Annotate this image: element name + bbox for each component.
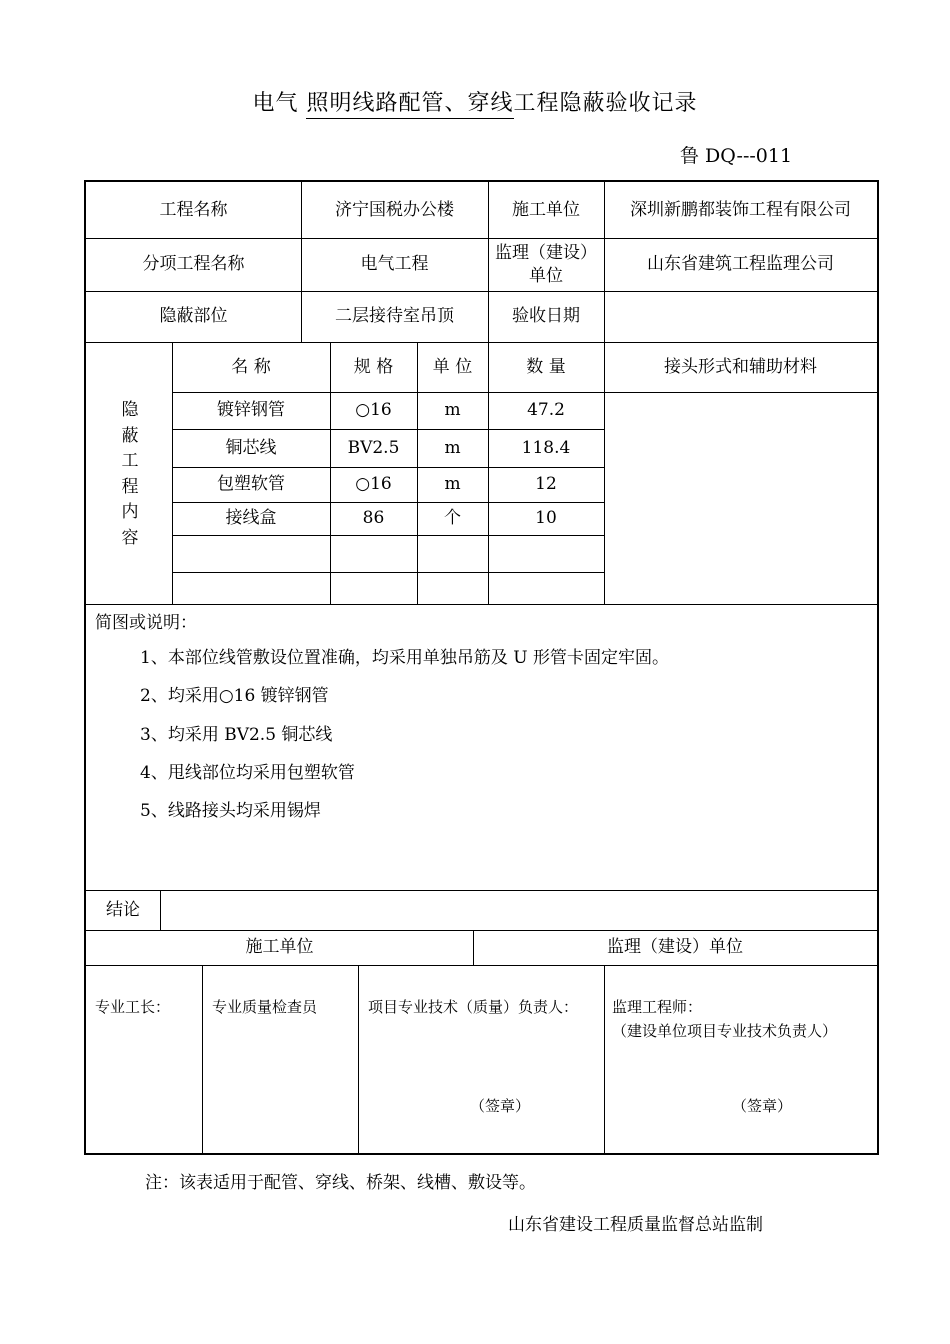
acceptance-date-value [604, 291, 877, 342]
seal-left: （签章） [470, 1097, 531, 1115]
footer-issuer: 山东省建设工程质量监督总站监制 [508, 1215, 763, 1235]
side-label-char: 隐 [121, 400, 139, 420]
row-spec: ○16 [355, 474, 392, 494]
contractor-label: 施工单位 [512, 199, 580, 220]
row-name [172, 572, 330, 604]
row-name: 镀锌钢管 [217, 400, 285, 420]
supervisor-label-line2: 单位 [529, 265, 563, 286]
row-spec [330, 535, 417, 572]
row-qty [488, 572, 604, 604]
header-qty: 数 量 [526, 356, 566, 377]
row-qty: 12 [535, 474, 557, 494]
header-joint: 接头形式和辅助材料 [664, 356, 817, 377]
col-divider [604, 965, 605, 1153]
row-divider [86, 965, 877, 966]
supervisor-value: 山东省建筑工程监理公司 [647, 254, 834, 274]
row-name: 接线盒 [225, 508, 277, 528]
side-label-char: 工 [121, 451, 139, 471]
row-divider [86, 604, 877, 605]
contractor-value: 深圳新鹏都装饰工程有限公司 [630, 199, 851, 220]
row-unit: m [444, 474, 461, 494]
row-qty: 47.2 [527, 400, 565, 420]
document-title [0, 86, 950, 117]
conclusion-value [160, 890, 877, 930]
row-spec: ○16 [355, 400, 392, 420]
row-name: 铜芯线 [225, 437, 277, 458]
header-unit: 单 位 [432, 356, 473, 377]
row-unit: 个 [444, 508, 461, 528]
sub-project-label: 分项工程名称 [142, 254, 245, 274]
row-name [172, 535, 330, 572]
row-unit [417, 572, 488, 604]
seal-right: （签章） [732, 1097, 793, 1115]
supervisor-label-line1: 监理（建设） [495, 242, 597, 263]
col-divider [202, 965, 203, 1153]
engineer-label: 监理工程师： [612, 998, 703, 1016]
row-qty: 10 [535, 508, 557, 528]
form-code: 鲁 DQ---011 [680, 145, 793, 167]
engineer-sub-label: （建设单位项目专业技术负责人） [612, 1022, 838, 1040]
contractor-sign-header: 施工单位 [245, 937, 314, 957]
hidden-content-side-label [88, 398, 172, 551]
sub-project-value: 电气工程 [360, 254, 429, 274]
project-name-value: 济宁国税办公楼 [335, 199, 454, 220]
notes-item: 2、均采用○16 镀锌钢管 [140, 686, 329, 706]
row-qty [488, 535, 604, 572]
side-label-char: 程 [121, 476, 139, 497]
side-label-char: 内 [121, 502, 139, 522]
title-suffix: 工程隐蔽验收记录 [513, 91, 698, 116]
supervisor-sign-header: 监理（建设）单位 [607, 937, 743, 957]
col-divider [358, 965, 359, 1153]
acceptance-date-label: 验收日期 [512, 306, 580, 326]
row-spec: 86 [362, 508, 385, 528]
notes-heading: 简图或说明： [95, 613, 197, 633]
row-spec: BV2.5 [347, 437, 400, 458]
notes-item: 4、甩线部位均采用包塑软管 [140, 763, 355, 783]
footer-note: 注：该表适用于配管、穿线、桥架、线槽、敷设等。 [145, 1173, 536, 1193]
notes-item: 5、线路接头均采用锡焊 [140, 801, 321, 821]
header-name: 名 称 [231, 356, 271, 377]
row-spec [330, 572, 417, 604]
hidden-part-value: 二层接待室吊顶 [335, 306, 454, 326]
row-name: 包塑软管 [217, 474, 285, 494]
conclusion-label: 结论 [106, 899, 140, 920]
notes-item: 3、均采用 BV2.5 铜芯线 [140, 725, 333, 745]
supervisor-label [488, 238, 604, 291]
foreman-label: 专业工长： [95, 998, 171, 1016]
row-unit: m [444, 400, 461, 420]
row-qty: 118.4 [521, 437, 571, 458]
header-spec: 规 格 [353, 356, 394, 377]
inspector-label: 专业质量检查员 [212, 998, 318, 1016]
side-label-char: 容 [121, 527, 139, 548]
row-unit [417, 535, 488, 572]
row-unit: m [444, 437, 461, 458]
title-underlined: 照明线路配管、穿线 [306, 91, 513, 119]
side-label-char: 蔽 [121, 425, 139, 446]
project-name-label: 工程名称 [159, 199, 228, 220]
hidden-part-label: 隐蔽部位 [159, 306, 228, 326]
tech-lead-label: 项目专业技术（质量）负责人： [368, 998, 579, 1016]
notes-item: 1、本部位线管敷设位置准确，均采用单独吊筋及 U 形管卡固定牢固。 [140, 648, 669, 668]
title-prefix: 电气 [252, 91, 299, 116]
